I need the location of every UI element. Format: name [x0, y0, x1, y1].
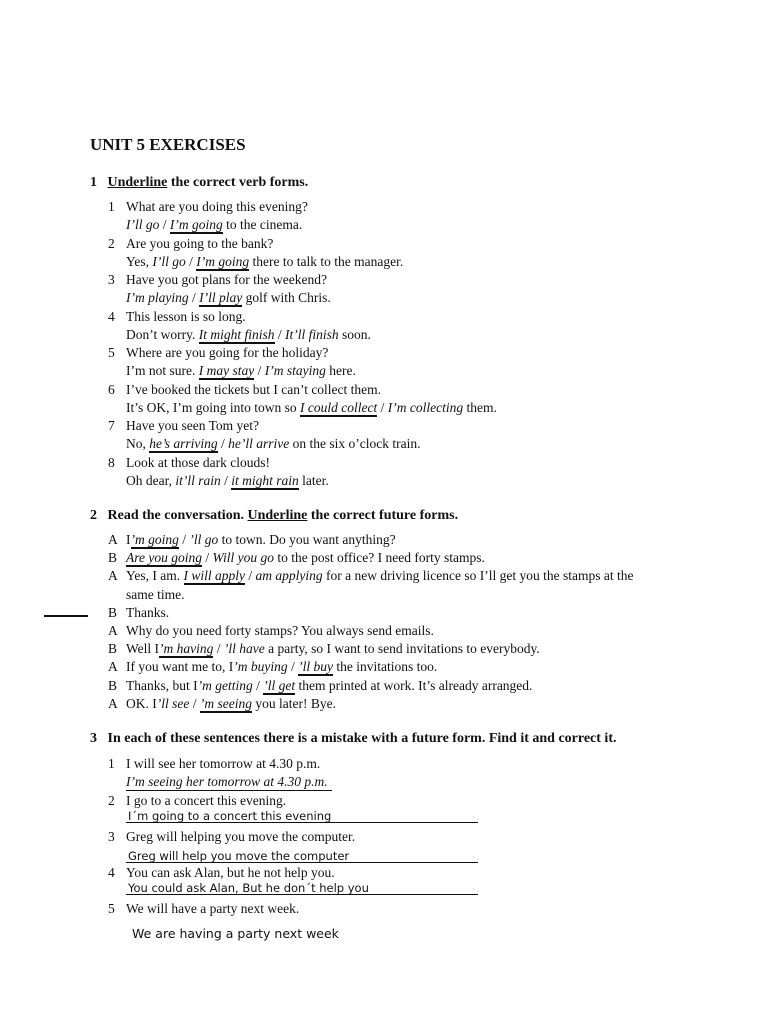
speaker-label: B [108, 677, 118, 693]
item-number: 7 [108, 418, 115, 433]
correction-input[interactable]: Greg will help you move the computer [128, 849, 350, 863]
page-title: UNIT 5 EXERCISES [90, 135, 246, 154]
sentence: We will have a party next week. [126, 901, 300, 916]
answer-rule [126, 822, 478, 823]
separator: / [287, 659, 299, 675]
option-2: it might rain [231, 472, 299, 488]
heading-text: In each of these sentences there is a mistake with a future form. Find it and correct it. [107, 731, 617, 746]
speaker-label: A [108, 532, 118, 547]
answer-line [126, 436, 420, 452]
line-suffix: for a new driving licence so I’ll get you the stamps at the [322, 568, 634, 584]
sentence: I go to a concert this evening. [126, 793, 287, 808]
dialogue-line [126, 532, 396, 548]
line-prefix: same time. [126, 586, 185, 602]
option-1: Are you going [126, 550, 202, 566]
item-number: 3 [108, 829, 115, 844]
item-number: 4 [108, 308, 115, 324]
answer-prefix: No, [126, 436, 150, 451]
correction: I’m seeing her tomorrow at 4.30 p.m. [126, 774, 332, 791]
question: This lesson is so long. [126, 308, 246, 324]
underline-word: Underline [247, 508, 308, 523]
dialogue-line [126, 587, 184, 603]
option-1: I’m playing [126, 290, 189, 305]
speaker-label: A [108, 623, 118, 638]
answer-suffix: them. [463, 399, 497, 415]
option-2: It’ll finish [285, 326, 339, 342]
option-1: I could collect [300, 399, 378, 415]
option-2: ’ll buy [298, 659, 333, 675]
line-prefix: Yes, I am. [126, 568, 184, 584]
option-1: ’m buying [233, 659, 288, 675]
option-1: I’ll go [126, 217, 160, 232]
option-2: am applying [255, 568, 323, 584]
line-suffix: to town. Do you want anything? [218, 532, 396, 547]
line-suffix: a party, so I want to send invitations to everybody. [264, 641, 540, 657]
option-2: I’ll play [199, 290, 243, 305]
option-1: I’ll go [152, 253, 186, 269]
section-1-heading [90, 175, 308, 191]
answer-suffix: golf with Chris. [242, 290, 331, 305]
item-number: 4 [108, 865, 115, 880]
answer-line [126, 363, 356, 379]
line-prefix: Thanks. [126, 604, 170, 620]
separator: / [213, 641, 224, 657]
answer-line [126, 290, 331, 306]
dialogue-line [126, 550, 485, 566]
answer-line [126, 254, 403, 270]
question: Have you got plans for the weekend? [126, 272, 327, 287]
question: Are you going to the bank? [126, 235, 274, 251]
separator: / [188, 290, 200, 305]
answer-prefix: Oh dear, [126, 472, 176, 488]
section-2-heading [90, 508, 458, 524]
line-suffix: them printed at work. It’s already arranged. [295, 677, 533, 693]
answer-line [126, 473, 329, 489]
question: I’ve booked the tickets but I can’t collect them. [126, 381, 382, 397]
option-1: he’s arriving [149, 436, 218, 451]
option-1: it’ll rain [175, 472, 221, 488]
answer-suffix: here. [325, 363, 356, 378]
answer-rule [126, 894, 478, 895]
line-prefix: I [126, 532, 131, 547]
item-number: 5 [108, 901, 115, 916]
speaker-label: B [108, 604, 118, 620]
option-1: I will apply [183, 568, 246, 584]
answer-suffix: soon. [338, 326, 371, 342]
answer-suffix: there to talk to the manager. [249, 253, 404, 269]
item-number: 5 [108, 345, 115, 360]
separator: / [189, 695, 200, 711]
dialogue-line [126, 696, 336, 712]
option-2: he’ll arrive [228, 436, 290, 451]
line-prefix: Well I [126, 641, 160, 657]
question: Where are you going for the holiday? [126, 345, 329, 360]
line-prefix: OK. I [126, 695, 157, 711]
item-number: 2 [108, 235, 115, 251]
question: Look at those dark clouds! [126, 454, 270, 470]
answer-suffix: to the cinema. [222, 217, 303, 232]
correction-input[interactable]: We are having a party next week [132, 926, 339, 941]
option-2: I’m staying [264, 363, 326, 378]
sentence: I will see her tomorrow at 4.30 p.m. [126, 756, 321, 771]
heading-text: the correct verb forms. [167, 175, 309, 190]
speaker-label: B [108, 550, 118, 566]
line-suffix: the invitations too. [333, 659, 438, 675]
section-number: 3 [90, 731, 97, 746]
answer-suffix: on the six o’clock train. [289, 436, 421, 451]
option-2: I’m going [169, 217, 223, 232]
speaker-label: A [108, 659, 118, 675]
option-1: ’m getting [197, 677, 253, 693]
separator: / [159, 217, 170, 232]
dialogue-line [126, 605, 169, 621]
dialogue-line [126, 623, 434, 639]
option-1: I may stay [198, 363, 255, 378]
line-suffix: you later! Bye. [252, 695, 336, 711]
heading-text-pre: Read the conversation. [107, 508, 248, 523]
option-2: ’ll get [263, 677, 296, 693]
option-2: ’m seeing [199, 695, 252, 711]
answer-line [126, 217, 302, 233]
answer-line [126, 327, 371, 343]
option-1: ’ll see [156, 695, 190, 711]
sentence: Greg will helping you move the computer. [126, 829, 356, 844]
correction-input[interactable]: You could ask Alan, But he don´t help you [128, 881, 369, 895]
separator: / [377, 399, 388, 415]
item-number: 2 [108, 793, 115, 808]
separator: / [185, 253, 197, 269]
question: Have you seen Tom yet? [126, 418, 260, 433]
separator: / [178, 532, 190, 547]
sentence: You can ask Alan, but he not help you. [126, 865, 335, 880]
answer-rule [126, 862, 478, 863]
separator: / [201, 550, 213, 566]
option-1: It might finish [198, 326, 275, 342]
separator: / [220, 472, 232, 488]
speaker-label: A [108, 695, 118, 711]
line-prefix: If you want me to, I [126, 659, 234, 675]
separator: / [274, 326, 286, 342]
dialogue-line [126, 678, 532, 694]
speaker-label: B [108, 641, 118, 657]
option-2: I’m collecting [387, 399, 464, 415]
option-2: Will you go [212, 550, 274, 566]
section-number: 1 [90, 175, 97, 190]
dialogue-line [126, 568, 633, 584]
option-1: ’m going [130, 532, 179, 547]
line-suffix: to the post office? I need forty stamps. [274, 550, 485, 566]
option-2: ’ll go [189, 532, 219, 547]
answer-suffix: later. [298, 472, 329, 488]
option-2: ’ll have [223, 641, 265, 657]
question: What are you doing this evening? [126, 199, 308, 214]
correction-input[interactable]: I´m going to a concert this evening [128, 809, 332, 823]
answer-prefix: Don’t worry. [126, 326, 199, 342]
item-number: 1 [108, 199, 115, 214]
answer-prefix: Yes, [126, 253, 153, 269]
dialogue-line [126, 641, 540, 657]
answer-prefix: I’m not sure. [126, 363, 199, 378]
line-prefix: Thanks, but I [126, 677, 198, 693]
item-number: 1 [108, 756, 115, 771]
line-prefix: Why do you need forty stamps? You always send emails. [126, 623, 434, 638]
item-number: 8 [108, 454, 115, 470]
margin-mark [44, 615, 88, 617]
answer-line [126, 400, 497, 416]
separator: / [254, 363, 265, 378]
section-number: 2 [90, 508, 97, 523]
option-1: ’m having [159, 641, 214, 657]
answer-prefix: It’s OK, I’m going into town so [126, 399, 300, 415]
heading-text: the correct future forms. [307, 508, 459, 523]
item-number: 6 [108, 381, 115, 397]
item-number: 3 [108, 272, 115, 287]
separator: / [252, 677, 264, 693]
option-2: I’m going [196, 253, 250, 269]
section-3-heading [90, 731, 616, 747]
separator: / [217, 436, 229, 451]
underline-word: Underline [107, 175, 168, 190]
dialogue-line [126, 659, 437, 675]
speaker-label: A [108, 568, 118, 584]
separator: / [245, 568, 256, 584]
